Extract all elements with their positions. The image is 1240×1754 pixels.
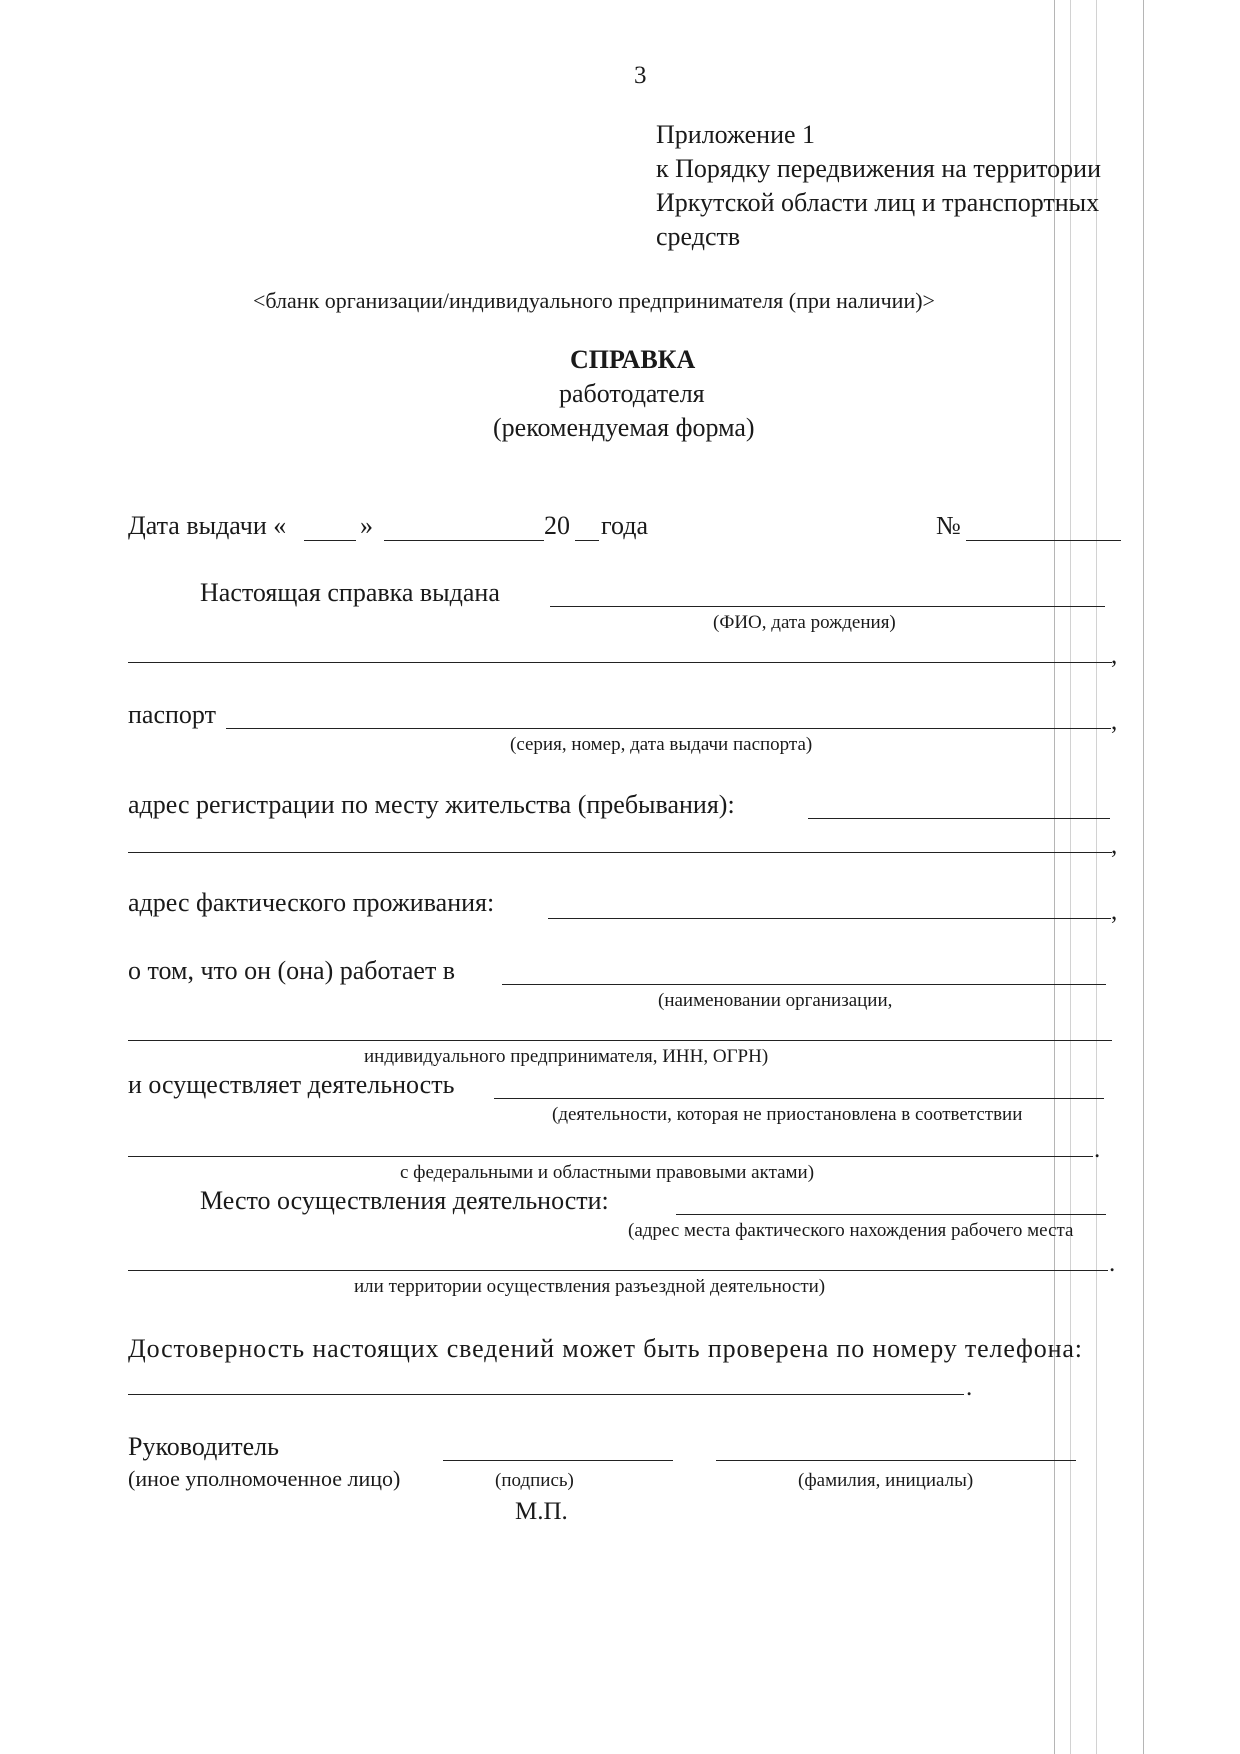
document-title: СПРАВКА — [570, 345, 696, 374]
place-blank[interactable] — [676, 1214, 1106, 1215]
number-sign: № — [936, 511, 961, 540]
place-hint: (адрес места фактического нахождения рабочего места — [628, 1220, 1074, 1241]
works-at-hint: индивидуального предпринимателя, ИНН, ОГРН) — [364, 1046, 769, 1067]
works-at-hint: (наименовании организации, — [658, 990, 893, 1011]
issued-to-blank-2[interactable] — [128, 662, 1112, 663]
activity-hint: с федеральными и областными правовыми актами) — [400, 1162, 815, 1183]
name-hint: (фамилия, инициалы) — [798, 1470, 974, 1491]
scan-line — [1054, 0, 1055, 1754]
place-blank-2[interactable] — [128, 1270, 1108, 1271]
month-blank[interactable] — [384, 540, 544, 541]
date-label: Дата выдачи « — [128, 511, 287, 540]
appendix-line: средств — [656, 222, 741, 251]
comma: , — [1111, 708, 1118, 735]
period: . — [1094, 1136, 1101, 1163]
issued-to-label: Настоящая справка выдана — [200, 578, 500, 607]
stamp-place: М.П. — [515, 1498, 568, 1525]
scan-line — [1096, 0, 1097, 1754]
name-blank[interactable] — [716, 1460, 1076, 1461]
page-number: 3 — [634, 62, 647, 89]
reg-address-label: адрес регистрации по месту жительства (пребывания): — [128, 790, 735, 819]
signature-blank[interactable] — [443, 1460, 673, 1461]
letterhead-note: <бланк организации/индивидуального предпринимателя (при наличии)> — [253, 288, 935, 313]
issued-to-blank[interactable] — [550, 606, 1105, 607]
quote-close: » — [360, 511, 373, 540]
activity-label: и осуществляет деятельность — [128, 1070, 455, 1099]
year-prefix: 20 — [544, 511, 570, 540]
year-suffix: года — [601, 511, 649, 540]
role-note: (иное уполномоченное лицо) — [128, 1466, 401, 1491]
period: . — [966, 1374, 973, 1401]
works-at-label: о том, что он (она) работает в — [128, 956, 456, 985]
period: . — [1109, 1250, 1116, 1277]
issued-to-hint: (ФИО, дата рождения) — [713, 612, 896, 633]
document-subtitle: работодателя — [559, 379, 705, 408]
phone-blank[interactable] — [128, 1394, 964, 1395]
comma: , — [1111, 832, 1118, 859]
day-blank[interactable] — [304, 540, 356, 541]
verify-text: Достоверность настоящих сведений может быть проверена по номеру телефона: — [128, 1334, 1083, 1363]
reg-address-blank[interactable] — [808, 818, 1110, 819]
appendix-line: к Порядку передвижения на территории — [656, 154, 1101, 183]
passport-label: паспорт — [128, 700, 216, 729]
comma: , — [1111, 642, 1118, 669]
appendix-line: Приложение 1 — [656, 120, 816, 149]
scan-line — [1143, 0, 1144, 1754]
activity-blank[interactable] — [494, 1098, 1104, 1099]
comma: , — [1111, 898, 1118, 925]
signature-hint: (подпись) — [495, 1470, 574, 1491]
year-blank[interactable] — [575, 540, 599, 541]
reg-address-blank-2[interactable] — [128, 852, 1112, 853]
place-hint: или территории осуществления разъездной деятельности) — [354, 1276, 826, 1297]
role-label: Руководитель — [128, 1432, 279, 1461]
actual-address-blank[interactable] — [548, 918, 1111, 919]
passport-blank[interactable] — [226, 728, 1111, 729]
works-at-blank-2[interactable] — [128, 1040, 1112, 1041]
activity-hint: (деятельности, которая не приостановлена в соответствии — [552, 1104, 1023, 1125]
works-at-blank[interactable] — [502, 984, 1106, 985]
appendix-line: Иркутской области лиц и транспортных — [656, 188, 1100, 217]
actual-address-label: адрес фактического проживания: — [128, 888, 495, 917]
place-label: Место осуществления деятельности: — [200, 1186, 609, 1215]
passport-hint: (серия, номер, дата выдачи паспорта) — [510, 734, 813, 755]
number-blank[interactable] — [966, 540, 1121, 541]
scan-line — [1070, 0, 1071, 1754]
activity-blank-2[interactable] — [128, 1156, 1093, 1157]
form-note: (рекомендуемая форма) — [493, 413, 755, 442]
